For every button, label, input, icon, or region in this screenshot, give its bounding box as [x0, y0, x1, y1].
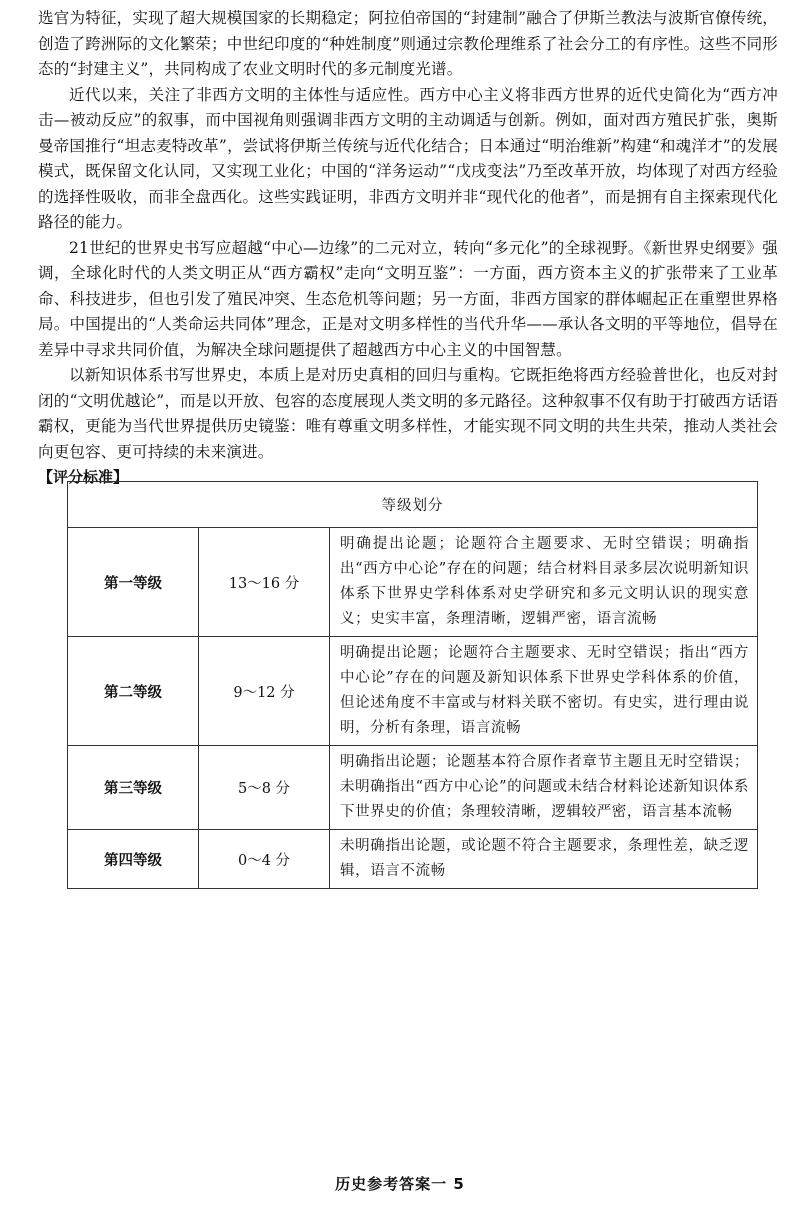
grade-description: 明确提出论题；论题符合主题要求、无时空错误；指出“西方中心论”存在的问题及新知识体系下世界史学科体系的价值，但论述角度不丰富或与材料关联不密切。有史实，进行理由说明，分析有条理，语言流畅: [330, 637, 758, 746]
grading-table-header: 等级划分: [68, 482, 758, 528]
grade-score: 13～16 分: [199, 528, 330, 637]
grade-level: 第三等级: [68, 746, 199, 830]
document-body: [38, 6, 778, 490]
paragraph-3: 21世纪的世界史书写应超越“中心—边缘”的二元对立，转向“多元化”的全球视野。《新世界史纲要》强调，全球化时代的人类文明正从“西方霸权”走向“文明互鉴”：一方面，西方资本主义的扩张带来了工业革命、科技进步，但也引发了殖民冲突、生态危机等问题；另一方面，非西方国家的群体崛起正在重塑世界格局。中国提出的“人类命运共同体”理念，正是对文明多样性的当代升华——承认各文明的平等地位，倡导在差异中寻求共同价值，为解决全球问题提供了超越西方中心主义的中国智慧。: [38, 238, 778, 359]
paragraph-2: 近代以来，关注了非西方文明的主体性与适应性。西方中心主义将非西方世界的近代史简化为“西方冲击—被动反应”的叙事，而中国视角则强调非西方文明的主动调适与创新。例如，面对西方殖民扩张，奥斯曼帝国推行“坦志麦特改革”，尝试将伊斯兰传统与近代化结合；日本通过“明治维新”构建“和魂洋才”的发展模式，既保留文化认同，又实现工业化；中国的“洋务运动”“戊戌变法”乃至改革开放，均体现了对西方经验的选择性吸收，而非全盘西化。这些实践证明，非西方文明并非“现代化的他者”，而是拥有自主探索现代化路径的能力。: [38, 85, 778, 231]
page-footer: 历史参考答案一 5: [335, 1175, 465, 1193]
grading-table: [67, 481, 758, 889]
grade-level: 第四等级: [68, 830, 199, 889]
table-row: [68, 528, 758, 637]
scoring-criteria-title: 【评分标准】: [38, 468, 129, 486]
grade-description: 明确提出论题；论题符合主题要求、无时空错误；明确指出“西方中心论”存在的问题；结合材料目录多层次说明新知识体系下世界史学科体系对史学研究和多元文明认识的现实意义；史实丰富，条理清晰，逻辑严密，语言流畅: [330, 528, 758, 637]
grade-score: 0～4 分: [199, 830, 330, 889]
grade-score: 5～8 分: [199, 746, 330, 830]
grade-score: 9～12 分: [199, 637, 330, 746]
grade-description: 明确指出论题；论题基本符合原作者章节主题且无时空错误；未明确指出“西方中心论”的问题或未结合材料论述新知识体系下世界史的价值；条理较清晰，逻辑较严密，语言基本流畅: [330, 746, 758, 830]
paragraph-1: 选官为特征，实现了超大规模国家的长期稳定；阿拉伯帝国的“封建制”融合了伊斯兰教法与波斯官僚传统，创造了跨洲际的文化繁荣；中世纪印度的“种姓制度”则通过宗教伦理维系了社会分工的有序性。这些不同形态的“封建主义”，共同构成了农业文明时代的多元制度光谱。: [38, 9, 778, 78]
grade-description: 未明确指出论题，或论题不符合主题要求，条理性差，缺乏逻辑，语言不流畅: [330, 830, 758, 889]
paragraph-4: 以新知识体系书写世界史，本质上是对历史真相的回归与重构。它既拒绝将西方经验普世化，也反对封闭的“文明优越论”，而是以开放、包容的态度展现人类文明的多元路径。这种叙事不仅有助于打破西方话语霸权，更能为当代世界提供历史镜鉴：唯有尊重文明多样性，才能实现不同文明的共生共荣，推动人类社会向更包容、更可持续的未来演进。: [38, 366, 778, 461]
table-row: [68, 830, 758, 889]
table-row: [68, 746, 758, 830]
grade-level: 第二等级: [68, 637, 199, 746]
grade-level: 第一等级: [68, 528, 199, 637]
table-row: [68, 637, 758, 746]
